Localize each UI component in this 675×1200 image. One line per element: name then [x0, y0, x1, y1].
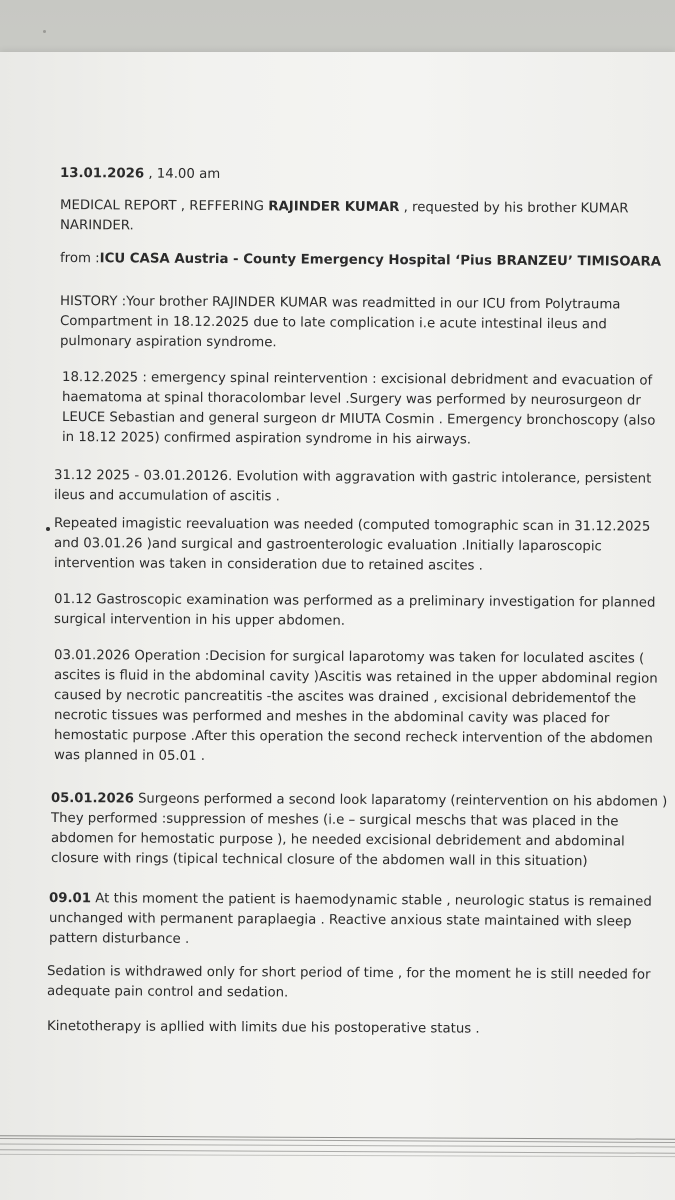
paragraph-line: adequate pain control and sedation. [46, 984, 289, 1001]
paragraph-line: Repeated imagistic reevaluation was needed (computed tomographic scan in 31.12.2025 [53, 516, 651, 535]
paragraph-line: abdomen for hemostatic purpose ), he needed excisional debridement and abdominal [50, 831, 625, 850]
paragraph-line: haematoma at spinal thoracolombar level .Surgery was performed by neurosurgeon dr [61, 390, 641, 409]
bottom-rule-lines [0, 1137, 675, 1177]
paragraph-line: Compartment in 18.12.2025 due to late complication i.e acute intestinal ileus and [59, 314, 607, 333]
report-from [60, 249, 661, 273]
rule-line [0, 1149, 675, 1154]
paragraph-text: Surgeons performed a second look laparatomy (reintervention on his abdomen ) [133, 791, 668, 810]
paragraph-line: in 18.12 2025) confirmed aspiration syndrome in his airways. [61, 430, 472, 448]
paragraph-line: 31.12 2025 - 03.01.20126. Evolution with aggravation with gastric intolerance, persistent [53, 468, 652, 487]
report-date-time: , 14.00 am [144, 166, 221, 182]
rule-line [0, 1154, 675, 1157]
report-date-bold: 13.01.2026 [59, 166, 145, 182]
report-date [60, 164, 220, 185]
report-title-line-2: NARINDER. [59, 218, 134, 234]
paragraph-line: 03.01.2026 Operation :Decision for surgical laparotomy was taken for loculated ascites ( [53, 648, 645, 667]
background-speck [43, 30, 46, 33]
report-title-line-1 [60, 196, 629, 219]
title-suffix: , requested by his brother KUMAR [399, 200, 629, 217]
hospital-name: ICU CASA Austria - County Emergency Hospital ‘Pius BRANZEU’ TIMISOARA [99, 251, 662, 270]
paragraph-line: was planned in 05.01 . [53, 748, 206, 764]
paragraph-line: and 03.01.26 )and surgical and gastroenterologic evaluation .Initially laparoscopic [53, 536, 602, 555]
paragraph-line: Sedation is withdrawed only for short period of time , for the moment he is still needed for [46, 964, 651, 983]
title-prefix: MEDICAL REPORT , REFFERING [59, 198, 269, 215]
medical-report [0, 52, 675, 1200]
paragraph-text: At this moment the patient is haemodynamic stable , neurologic status is remained [91, 891, 652, 910]
paragraph-line: 01.12 Gastroscopic examination was performed as a preliminary investigation for planned [53, 592, 656, 611]
paragraph-line: unchanged with permanent paraplaegia . Reactive anxious state maintained with sleep [48, 911, 632, 930]
paragraph-line: intervention was taken in consideration due to retained ascites . [53, 556, 483, 574]
paragraph-line: hemostatic purpose .After this operation the second recheck intervention of the abdomen [53, 728, 653, 747]
from-label: from : [59, 251, 100, 267]
paragraph-line: Kinetotherapy is apllied with limits due his postoperative status . [46, 1019, 480, 1037]
bullet-mark [46, 527, 50, 531]
paragraph-line: LEUCE Sebastian and general surgeon dr MIUTA Cosmin . Emergency bronchoscopy (also [61, 410, 656, 429]
paragraph-line: closure with rings (tipical technical closure of the abdomen wall in this situation) [50, 851, 588, 870]
paragraph-line: ileus and accumulation of ascitis . [53, 488, 280, 505]
paragraph-date-bold: 05.01.2026 [50, 791, 134, 807]
paragraph-line: HISTORY :Your brother RAJINDER KUMAR was readmitted in our ICU from Polytrauma [59, 294, 621, 313]
paragraph-line: pattern disturbance . [48, 931, 190, 947]
paragraph-date-bold: 09.01 [48, 891, 92, 907]
paragraph-line: necrotic tissues was performed and meshes in the abdominal cavity was placed for [53, 708, 610, 727]
paragraph-line: They performed :suppression of meshes (i.e – surgical meschs that was placed in the [50, 811, 619, 830]
paragraph-line: surgical intervention in his upper abdomen. [53, 612, 346, 629]
paragraph-line: ascites is fluid in the abdominal cavity )Ascitis was retained in the upper abdominal region [53, 668, 658, 687]
patient-name: RAJINDER KUMAR [268, 199, 400, 216]
rule-line [0, 1144, 675, 1148]
paragraph-line: 18.12.2025 : emergency spinal reintervention : excisional debridment and evacuation of [61, 370, 653, 389]
paragraph-line: caused by necrotic pancreatitis -the ascites was drained , excisional debridementof the [53, 688, 637, 707]
paper-sheet [0, 52, 675, 1200]
paragraph-line: pulmonary aspiration syndrome. [59, 334, 277, 351]
